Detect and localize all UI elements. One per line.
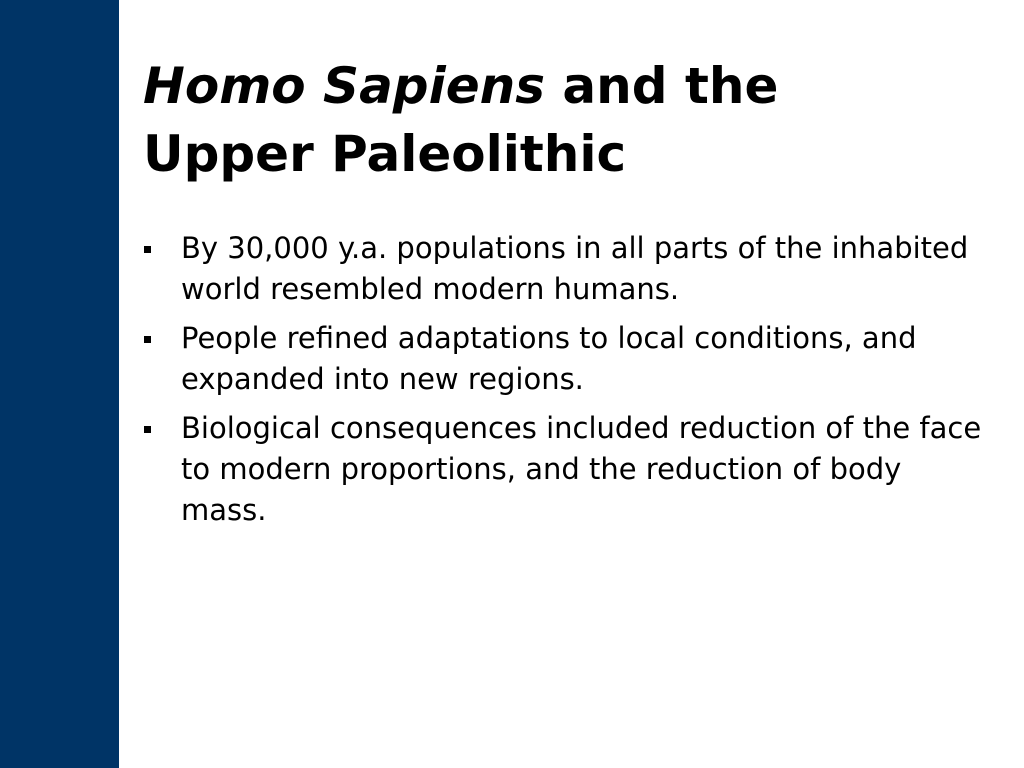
slide-title <box>143 52 1003 188</box>
sidebar-accent-bar <box>0 0 119 768</box>
bullet-item <box>143 408 993 531</box>
title-italic-text: Homo Sapiens <box>143 57 546 115</box>
square-bullet-icon <box>144 246 151 253</box>
title-text-line2: Upper Paleolithic <box>143 125 627 183</box>
bullet-text: People refined adaptations to local conditions, and expanded into new regions. <box>181 321 917 396</box>
title-text-line1: and the <box>545 57 779 115</box>
bullet-item <box>143 318 993 400</box>
bullet-text: By 30,000 y.a. populations in all parts of the inhabited world resembled modern humans. <box>181 231 969 306</box>
bullet-list <box>143 228 993 539</box>
square-bullet-icon <box>144 426 151 433</box>
bullet-item <box>143 228 993 310</box>
square-bullet-icon <box>144 336 151 343</box>
bullet-text: Biological consequences included reduction of the face to modern proportions, and the reduction of body mass. <box>181 411 982 527</box>
